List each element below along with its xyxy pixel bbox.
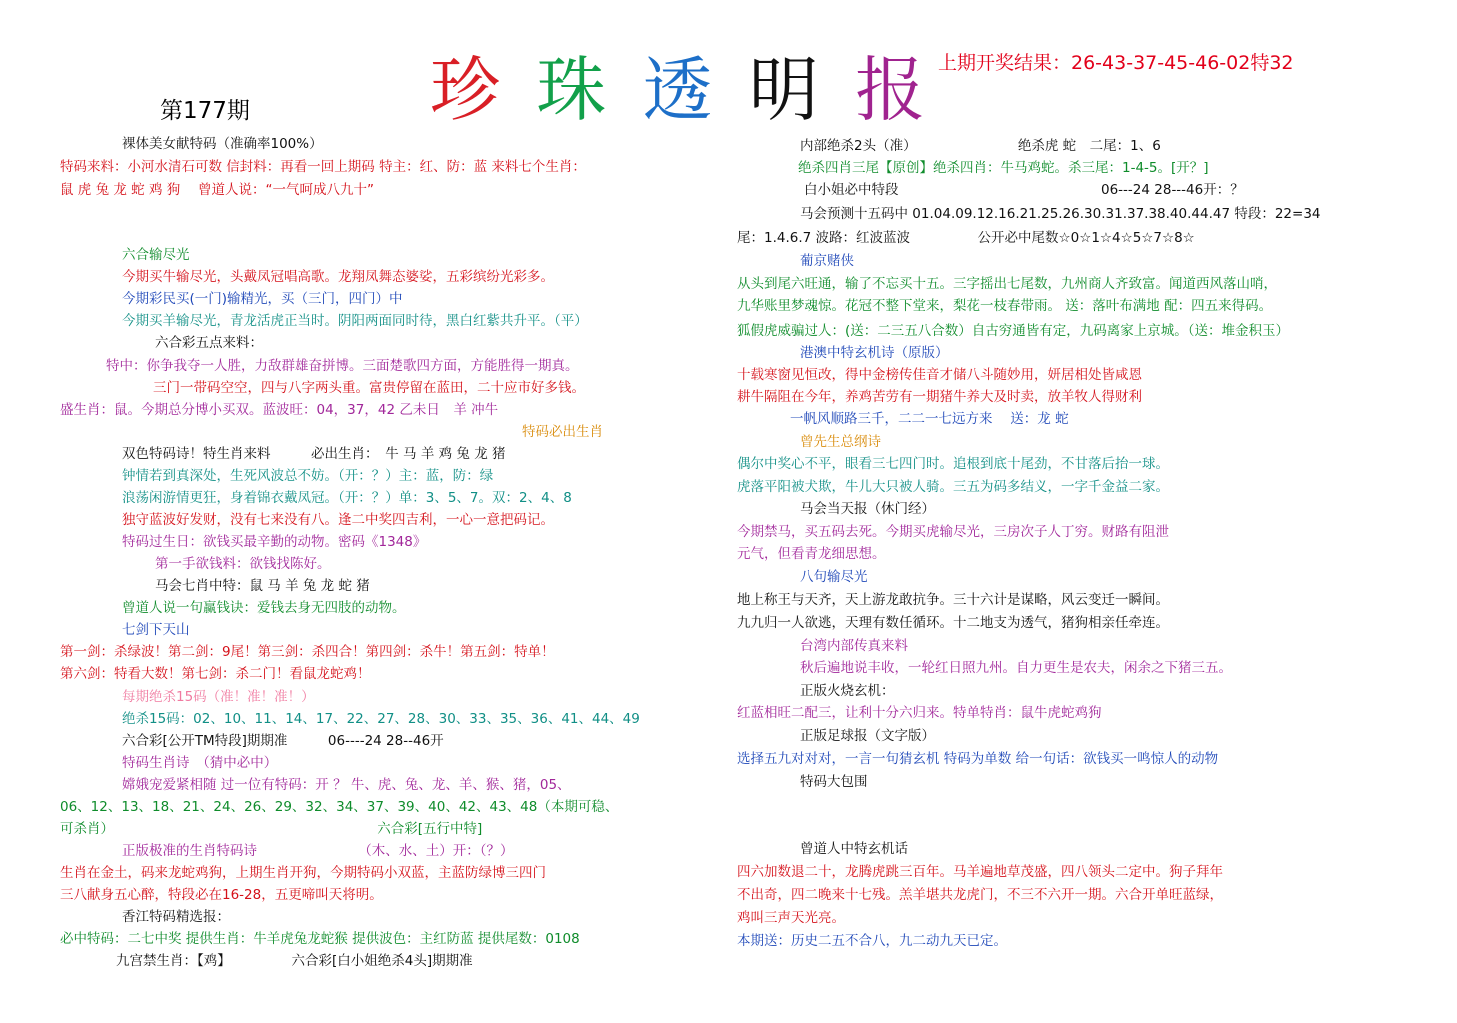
title-char: 报	[855, 49, 926, 131]
left-line: 三门一带码空空，四与八字两头重。富贵停留在蓝田，二十应市好多钱。	[153, 380, 585, 396]
last-result-text: 上期开奖结果：26-43-37-45-46-02特32	[938, 52, 1294, 74]
left-line: 特码生肖诗 （猜中必中）	[122, 755, 278, 771]
left-line: 香江特码精选报：	[122, 909, 230, 925]
title-char: 透	[642, 49, 713, 131]
right-line: 台湾内部传真来料	[800, 638, 908, 654]
left-line: 钟情若到真深处，生死风波总不妨。（开：？）主：蓝，防：绿	[122, 468, 494, 484]
right-line: 选择五九对对对，一言一句猜玄机 特码为单数 给一句话：欲钱买一鸣惊人的动物	[737, 751, 1219, 767]
right-line: 八句输尽光	[800, 569, 868, 585]
right-line: 马会当天报（休门经）	[800, 501, 935, 517]
right-line: 元气，但看青龙细思想。	[737, 546, 886, 562]
right-line: 港澳中特玄机诗（原版）	[800, 345, 949, 361]
left-line: 鼠 虎 兔 龙 蛇 鸡 狗 曾道人说：“一气呵成八九十”	[60, 182, 375, 198]
left-line: 第一剑：杀绿波！第二剑：9尾！第三剑：杀四合！第四剑：杀牛！第五剑：特单！	[60, 644, 555, 660]
title-char: 明	[748, 49, 819, 131]
right-line: 白小姐必中特段 06---24 28---46开：？	[804, 182, 1244, 198]
right-line: 秋后遍地说丰收，一轮红日照九州。自力更生是农夫，闲余之下猪三五。	[800, 660, 1232, 676]
left-line: 第一手欲钱料：欲钱找陈好。	[155, 556, 331, 572]
right-line: 一帆风顺路三千，二二一七远方来 送：龙 蛇	[790, 411, 1069, 427]
right-line: 正版火烧玄机：	[800, 683, 895, 699]
right-line: 正版足球报（文字版）	[800, 728, 935, 744]
right-line: 四六加数退二十，龙腾虎跳三百年。马羊遍地草茂盛，四八领头二定中。狗子拜年	[737, 864, 1223, 880]
right-line: 九九归一人欲逃，天理有数任循环。十二地支为透气，猪狗相亲任牵连。	[737, 615, 1169, 631]
right-line: 红蓝相旺二配三，让利十分六归来。特单特肖：鼠牛虎蛇鸡狗	[737, 705, 1102, 721]
right-line: 从头到尾六旺通，输了不忘买十五。三字摇出七尾数，九州商人齐致富。闻道西风落山哨，	[737, 276, 1277, 292]
right-line: 狐假虎威骗过人：(送：二三五八合数）自古穷通皆有定，九码离家上京城。（送：堆金积玉）	[737, 323, 1290, 339]
issue-number: 第177期	[160, 98, 250, 124]
right-line: 本期送：历史二五不合八，九二动九天已定。	[737, 933, 1007, 949]
left-line: 马会七肖中特：鼠 马 羊 兔 龙 蛇 猪	[155, 578, 370, 594]
left-line: 九宫禁生肖：【鸡】 六合彩[白小姐绝杀4头]期期准	[116, 953, 473, 969]
right-line: 虎落平阳被犬欺，牛儿大只被人骑。三五为码多结义，一字千金益二家。	[737, 479, 1169, 495]
right-line: 十载寒窗见恒改，得中金榜传佳音才储八斗随妙用，妍居相处皆咸恩	[737, 367, 1142, 383]
left-line: 特码过生日：欲钱买最辛勤的动物。密码《1348》	[122, 534, 427, 550]
right-line: 内部绝杀2头（准） 绝杀虎 蛇 二尾：1、6	[800, 138, 1161, 154]
right-line: 偶尔中奖心不平，眼看三七四门时。追根到底十尾劲，不甘落后抬一球。	[737, 456, 1169, 472]
left-line: 生肖在金土，码来龙蛇鸡狗，上期生肖开狗，今期特码小双蓝，主蓝防绿博三四门	[60, 865, 546, 881]
right-line: 特码大包围	[800, 774, 868, 790]
left-line: 今期买羊输尽光，青龙活虎正当时。阴阳两面同时待，黑白红紫共升平。（平）	[122, 313, 588, 329]
left-line: 必中特码：二七中奖 提供生肖：牛羊虎兔龙蛇猴 提供波色：主红防蓝 提供尾数：0108	[60, 931, 580, 947]
right-line: 鸡叫三声天光亮。	[737, 910, 845, 926]
left-line: 可杀肖） 六合彩[五行中特]	[60, 821, 483, 837]
right-line: 马会预测十五码中 01.04.09.12.16.21.25.26.30.31.37.38.40.44.47 特段：22=34	[800, 206, 1321, 222]
left-line: 双色特码诗！特生肖来料 必出生肖： 牛 马 羊 鸡 兔 龙 猪	[122, 446, 506, 462]
left-line: 独守蓝波好发财，没有七来没有八。逢二中奖四吉利，一心一意把码记。	[122, 512, 554, 528]
left-line: 七剑下天山	[122, 622, 190, 638]
right-line: 葡京赌侠	[800, 253, 854, 269]
left-line: 三八献身五心醉，特段必在16-28，五更啼叫天将明。	[60, 887, 383, 903]
left-line: 今期彩民买(一门)输精光，买（三门，四门）中	[122, 291, 403, 307]
right-line: 尾：1.4.6.7 波路：红波蓝波 公开必中尾数☆0☆1☆4☆5☆7☆8☆	[737, 230, 1195, 246]
left-line: 六合彩五点来料：	[155, 335, 263, 351]
right-line: 曾道人中特玄机话	[800, 841, 908, 857]
left-line: 嫦娥宠爱紧相随 过一位有特码：开 ？ 牛、虎、兔、龙、羊、猴、猪，05、	[122, 777, 571, 793]
right-line: 地上称王与天齐，天上游龙敢抗争。三十六计是谋略，风云变迁一瞬间。	[737, 592, 1169, 608]
left-line: 六合输尽光	[122, 247, 190, 263]
right-line: 不出奇，四二晚来十七残。羔羊堪共龙虎门，不三不六开一期。六合开单旺蓝绿，	[737, 887, 1223, 903]
newspaper-title	[430, 34, 939, 131]
right-line: 九华账里梦魂惊。花冠不整下堂来，梨花一枝春带雨。 送：落叶布满地 配：四五来得码。	[737, 298, 1273, 314]
left-line: 特码来料：小河水清石可数 信封料：再看一回上期码 特主：红、防：蓝 来料七个生肖：	[60, 159, 586, 175]
right-line: 耕牛隔阻在今年，养鸡苦劳有一期猪牛养大及时卖，放羊牧人得财利	[737, 389, 1142, 405]
left-line: 浪荡闲游情更狂，身着锦衣戴凤冠。（开：？）单：3、5、7。双：2、4、8	[122, 490, 572, 506]
right-line: 绝杀四肖三尾【原创】绝杀四肖：牛马鸡蛇。杀三尾：1-4-5。[开？]	[798, 160, 1209, 176]
title-char: 珍	[430, 49, 500, 131]
left-line: 盛生肖：鼠。今期总分博小买双。蓝波旺：04，37，42 乙未日 羊 冲牛	[60, 402, 499, 418]
left-line: 曾道人说一句赢钱诀：爱钱去身无四肢的动物。	[122, 600, 406, 616]
left-line: 绝杀15码：02、10、11、14、17、22、27、28、30、33、35、36、41、44、49	[122, 711, 640, 727]
left-line: 六合彩[公开TM特段]期期准 06----24 28--46开	[122, 733, 444, 749]
left-line: 今期买牛输尽光，头戴凤冠唱高歌。龙翔凤舞态婆娑，五彩缤纷光彩多。	[122, 269, 554, 285]
left-line: 特码必出生肖	[522, 424, 603, 440]
left-line: 每期绝杀15码（准！准！准！）	[122, 689, 315, 705]
left-line: 裸体美女献特码（准确率100%）	[122, 136, 323, 152]
left-line: 第六剑：特看大数！第七剑：杀二门！看鼠龙蛇鸡！	[60, 666, 371, 682]
left-line: 正版极准的生肖特码诗 （木、水、土）开：（？）	[122, 843, 514, 859]
title-char: 珠	[536, 49, 607, 131]
left-line: 06、12、13、18、21、24、26、29、32、34、37、39、40、42、43、48（本期可稳、	[60, 799, 619, 815]
left-line: 特中：你争我夺一人胜，力敌群雄奋拼博。三面楚歌四方面，方能胜得一期真。	[106, 358, 579, 374]
right-line: 曾先生总纲诗	[800, 434, 881, 450]
right-line: 今期禁马，买五码去死。今期买虎输尽光，三房次子人丁穷。财路有阻泄	[737, 524, 1169, 540]
